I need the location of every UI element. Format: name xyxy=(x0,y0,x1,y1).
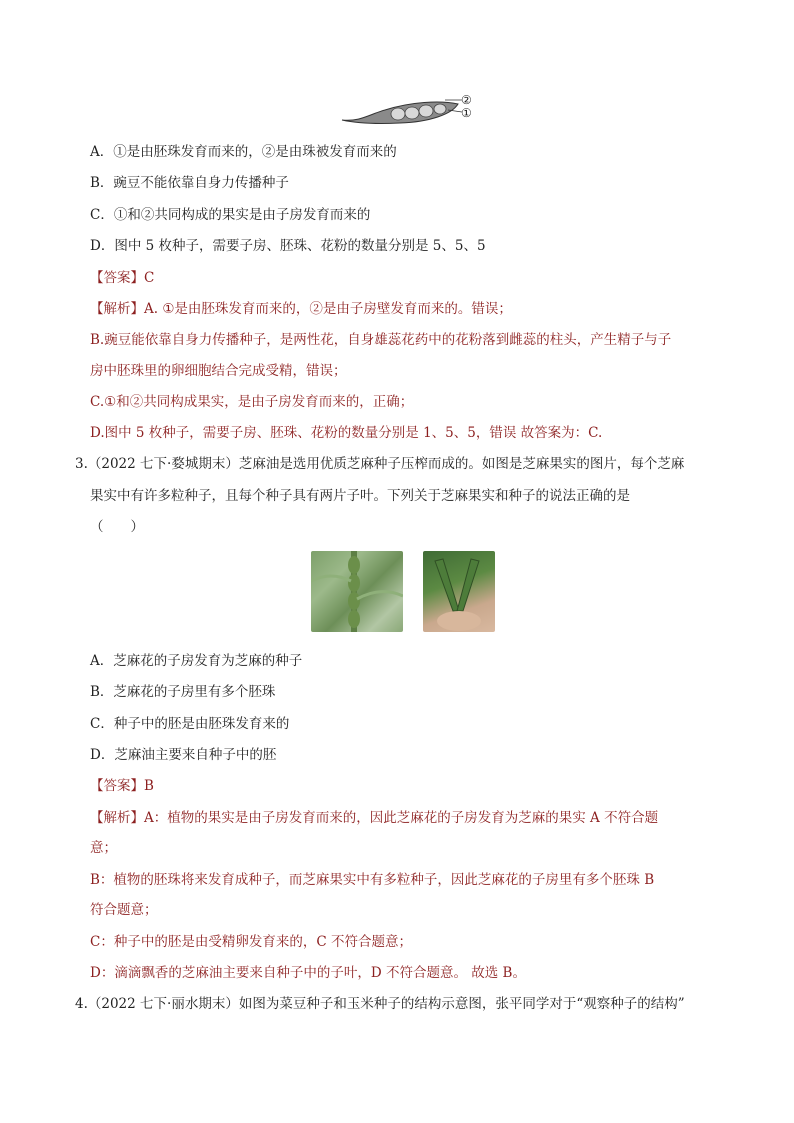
q3-analysis-5: C：种子中的胚是由受精卵发育来的，C 不符合题意； xyxy=(90,934,412,950)
q2-analysis-2: B.豌豆能依靠自身力传播种子，是两性花，自身雄蕊花药中的花粉落到雌蕊的柱头，产生精子与子 xyxy=(90,332,672,348)
q2-analysis-3: 房中胚珠里的卵细胞结合完成受精，错误； xyxy=(90,363,347,379)
q2-analysis-5: D.图中 5 枚种子，需要子房、胚珠、花粉的数量分别是 1、5、5，错误 故答案为：C. xyxy=(90,425,603,441)
q2-analysis-1: 【解析】A. ①是由胚珠发育而来的，②是由子房壁发育而来的。错误； xyxy=(90,301,512,317)
sesame-fruit-photo xyxy=(423,551,495,632)
q2-option-b: B．豌豆不能依靠自身力传播种子 xyxy=(90,175,289,191)
pea-label-2: ② xyxy=(461,93,472,107)
q2-option-a: A．①是由胚珠发育而来的，②是由珠被发育而来的 xyxy=(90,144,397,160)
q3-analysis-3: B：植物的胚珠将来发育成种子，而芝麻果实中有多粒种子，因此芝麻花的子房里有多个胚珠 B xyxy=(90,872,655,888)
q3-option-c: C．种子中的胚是由胚珠发育来的 xyxy=(90,716,290,732)
q3-analysis-6: D：滴滴飘香的芝麻油主要来自种子中的子叶，D 不符合题意。 故选 B。 xyxy=(90,965,526,981)
q3-answer: 【答案】B xyxy=(90,778,154,794)
q3-option-a: A．芝麻花的子房发育为芝麻的种子 xyxy=(90,653,303,669)
q2-answer: 【答案】C xyxy=(90,270,155,286)
q4-stem: 4.（2022 七下·丽水期末）如图为菜豆种子和玉米种子的结构示意图，张平同学对于“观察种子的结构” xyxy=(75,996,685,1012)
q3-stem-3: （ ） xyxy=(90,519,144,535)
q3-analysis-2: 意； xyxy=(90,840,117,856)
q3-stem-1: 3.（2022 七下·婺城期末）芝麻油是选用优质芝麻种子压榨而成的。如图是芝麻果实的图片，每个芝麻 xyxy=(75,456,685,472)
pea-label-1: ① xyxy=(461,106,472,120)
q2-analysis-4: C.①和②共同构成果实，是由子房发育而来的，正确； xyxy=(90,394,414,410)
q3-analysis-1: 【解析】A：植物的果实是由子房发育而来的，因此芝麻花的子房发育为芝麻的果实 A 不符合题 xyxy=(90,810,659,826)
q3-option-d: D．芝麻油主要来自种子中的胚 xyxy=(90,747,277,763)
q3-analysis-4: 符合题意； xyxy=(90,902,158,918)
pea-pod-figure xyxy=(340,92,480,132)
q2-option-d: D．图中 5 枚种子，需要子房、胚珠、花粉的数量分别是 5、5、5 xyxy=(90,238,486,254)
q3-option-b: B．芝麻花的子房里有多个胚珠 xyxy=(90,684,276,700)
q3-stem-2: 果实中有许多粒种子，且每个种子具有两片子叶。下列关于芝麻果实和种子的说法正确的是 xyxy=(90,488,630,504)
q2-option-c: C．①和②共同构成的果实是由子房发育而来的 xyxy=(90,207,371,223)
sesame-plant-photo xyxy=(311,551,403,632)
